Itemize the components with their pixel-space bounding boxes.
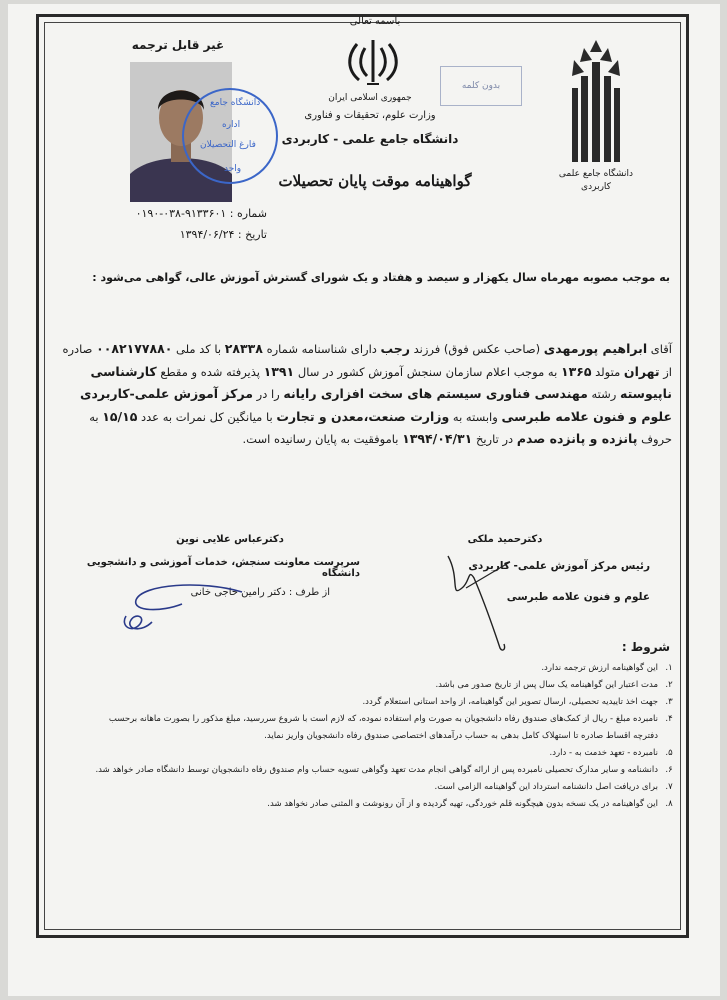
body-text: به حروف xyxy=(89,409,672,446)
education-center: مرکز آموزش علمی-کاربردی علوم و فنون علامه طبرسی xyxy=(80,386,672,424)
body-text: وابسته به xyxy=(452,409,498,424)
logo-caption: دانشگاه جامع علمی کاربردی xyxy=(558,169,634,192)
document-title: گواهینامه موقت پایان تحصیلات xyxy=(278,172,472,190)
official-seal xyxy=(182,88,278,184)
condition-item xyxy=(90,745,680,762)
body-text: آقای xyxy=(650,342,672,356)
condition-number: ۶. xyxy=(665,765,673,775)
condition-item xyxy=(90,711,680,745)
header-university: دانشگاه جامع علمی - کاربردی xyxy=(281,132,459,146)
bismillah: باسمه تعالی xyxy=(349,16,401,27)
body-text: متولد xyxy=(595,364,621,379)
serial-number: شماره : ۹۱۳۳۶۰۱-۰۳۸-۰۱۹۰ xyxy=(135,207,267,220)
header-republic: جمهوری اسلامی ایران xyxy=(328,93,412,103)
condition-text: جهت اخذ تاییدیه تحصیلی، ارسال تصویر این گواهینامه، از واحد استانی استعلام گردد. xyxy=(362,697,658,707)
degree-level: کارشناسی ناپیوسته xyxy=(90,363,672,401)
left-signature-icon xyxy=(112,582,252,642)
left-signer-title: سرپرست معاونت سنجش، خدمات آموزشی و دانشجویی دانشگاه xyxy=(86,557,360,579)
seal-text-graduates: فارغ التحصیلان xyxy=(200,140,256,150)
condition-item xyxy=(90,779,680,796)
father-name: رجب xyxy=(380,341,410,356)
body-text: (صاحب عکس فوق) فرزند xyxy=(413,342,541,356)
seal-text-office: اداره xyxy=(222,120,241,130)
id-number: ۲۸۳۳۸ xyxy=(224,341,263,356)
condition-item xyxy=(90,762,680,779)
body-text: را در xyxy=(256,387,280,401)
conditions-list xyxy=(90,660,680,813)
condition-text: این گواهینامه ارزش ترجمه ندارد. xyxy=(541,663,658,673)
condition-number: ۴. xyxy=(665,714,673,724)
body-text: در تاریخ xyxy=(475,432,514,446)
issue-date: تاریخ : ۱۳۹۴/۰۶/۲۴ xyxy=(179,228,267,241)
condition-text: این گواهینامه در یک نسخه بدون هیچگونه قلم خوردگی، تهیه گردیده و از آن رونوشت و المثنی صادر نخواهد شد. xyxy=(267,799,658,809)
condition-item xyxy=(90,796,680,813)
graduation-date: ۱۳۹۴/۰۴/۳۱ xyxy=(402,431,473,446)
left-signer-behalf: از طرف : دکتر رامین حاجی خانی xyxy=(190,587,330,598)
condition-text: دانشنامه و سایر مدارک تحصیلی نامبرده پس از ارائه گواهی انجام مدت تعهد وگواهی تسویه حساب وام صندوق رفاه دانشجویان توسط دانشگاه صادر خواهد شد. xyxy=(95,765,658,775)
body-text: با کد ملی xyxy=(176,342,222,356)
seal-text-unit: واحد xyxy=(224,164,242,174)
body-text: صادره از xyxy=(62,342,672,379)
right-signer-name: دکترحمید ملکی xyxy=(467,534,543,545)
body-text: رشته xyxy=(591,387,617,401)
seal-text-top: دانشگاه جامع xyxy=(210,98,261,108)
national-code: ۰۰۸۲۱۷۷۸۸۰ xyxy=(96,341,173,356)
handwritten-note-stamp: بدون کلمه xyxy=(440,66,522,106)
body-text: با میانگین کل نمرات به عدد xyxy=(141,409,273,424)
condition-text: نامبرده مبلغ - ریال از کمک‌های صندوق رفاه دانشجویان به صورت وام استفاده نموده، که لازم است با شروع سررسید، مبلغ مذکور را بصورت ماهانه برحسب دفترچه اقساط صادره تا استهلاک کامل بدهی به حساب درآمدهای اختصاصی صندوق رفاه دانشجویان واریز نماید. xyxy=(108,714,658,741)
right-signature-icon xyxy=(440,548,520,653)
birth-year: ۱۳۶۵ xyxy=(560,363,592,379)
university-logo-icon xyxy=(570,40,622,165)
condition-item xyxy=(90,660,680,677)
condition-text: نامبرده - تعهد خدمت به - دارد. xyxy=(549,748,658,758)
entry-year: ۱۳۹۱ xyxy=(263,363,295,379)
condition-number: ۸. xyxy=(665,799,673,809)
condition-text: مدت اعتبار این گواهینامه یک سال پس از تاریخ صدور می باشد. xyxy=(435,680,658,690)
right-signer-title: رئیس مرکز آموزش علمی- کاربردی xyxy=(468,560,650,572)
body-text: دارای شناسنامه شماره xyxy=(266,342,377,356)
right-signer-subtitle: علوم و فنون علامه طبرسی xyxy=(506,591,650,603)
condition-number: ۷. xyxy=(665,782,673,792)
left-signer-name: دکترعباس علایی نوین xyxy=(176,534,284,545)
condition-number: ۱. xyxy=(665,663,673,673)
condition-item xyxy=(90,677,680,694)
body-text: به موجب اعلام سازمان سنجش آموزش کشور در سال xyxy=(297,364,558,379)
certificate-body xyxy=(60,338,672,451)
condition-item xyxy=(90,694,680,711)
affiliated-ministry: وزارت صنعت،معدن و تجارت xyxy=(276,408,450,424)
gpa-words: پانزده و پانزده صدم xyxy=(516,431,638,446)
header-ministry: وزارت علوم، تحقیقات و فناوری xyxy=(304,110,436,121)
condition-number: ۳. xyxy=(665,697,673,707)
gpa-number: ۱۵/۱۵ xyxy=(102,408,138,424)
conditions-title: شروط : xyxy=(621,640,670,654)
body-text: پذیرفته شده و مقطع xyxy=(160,364,260,379)
iran-emblem-icon xyxy=(343,34,403,90)
field-of-study: مهندسی فناوری سیستم های سخت افزاری رایانه xyxy=(283,386,588,401)
issue-city: تهران xyxy=(623,363,660,379)
not-translatable-label: غیر قابل ترجمه xyxy=(131,38,225,52)
condition-number: ۵. xyxy=(665,748,673,758)
condition-text: برای دریافت اصل دانشنامه استرداد این گواهینامه الزامی است. xyxy=(434,782,658,792)
body-text: باموفقیت به پایان رسانیده است. xyxy=(242,432,399,446)
condition-number: ۲. xyxy=(665,680,673,690)
intro-statement: به موجب مصوبه مهرماه سال یکهزار و سیصد و هفتاد و یک شورای گسترش آموزش عالی، گواهی می‌شود : xyxy=(92,271,670,284)
holder-name: ابراهیم پورمهدی xyxy=(543,341,648,356)
